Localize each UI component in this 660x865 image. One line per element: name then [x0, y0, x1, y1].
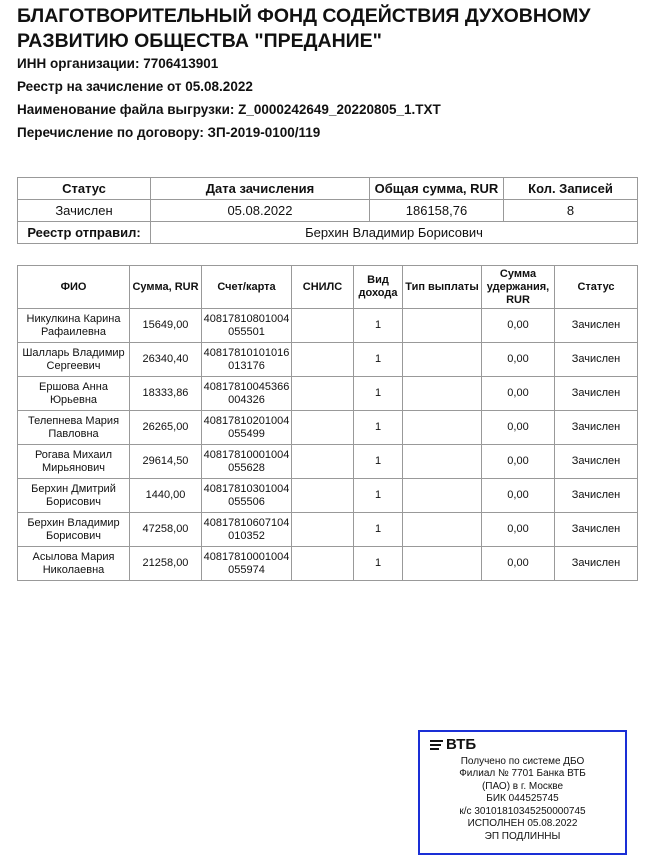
- column-header: Тип выплаты: [403, 266, 482, 309]
- bank-stamp: [418, 730, 627, 855]
- table-row: [18, 547, 638, 581]
- table-row: [18, 513, 638, 547]
- organization-title: БЛАГОТВОРИТЕЛЬНЫЙ ФОНД СОДЕЙСТВИЯ ДУХОВНОМУ РАЗВИТИЮ ОБЩЕСТВА "ПРЕДАНИЕ": [17, 5, 591, 52]
- snils-cell: [292, 513, 354, 547]
- snils-cell: [292, 445, 354, 479]
- summary-total: 186158,76: [370, 200, 504, 222]
- deduction-cell: 0,00: [482, 377, 555, 411]
- stamp-line: к/с 30101810345250000745: [459, 805, 586, 817]
- registry-date: Реестр на зачисление от 05.08.2022: [17, 79, 253, 94]
- stamp-line: ИСПОЛНЕН 05.08.2022: [467, 818, 578, 829]
- summary-header: Дата зачисления: [151, 178, 370, 200]
- table-row: [18, 445, 638, 479]
- amount-cell: 26340,40: [130, 343, 202, 377]
- file-name: Наименование файла выгрузки: Z_0000242649_20220805_1.TXT: [17, 102, 441, 117]
- income-type-cell: 1: [354, 309, 403, 343]
- stamp-line: ЭП ПОДЛИННЫ: [484, 830, 561, 842]
- amount-cell: 1440,00: [130, 479, 202, 513]
- account-cell: 40817810301004055506: [202, 479, 292, 513]
- payment-type-cell: [403, 411, 482, 445]
- summary-count: 8: [504, 200, 638, 222]
- payment-type-cell: [403, 513, 482, 547]
- column-header: СНИЛС: [292, 266, 354, 309]
- full-name-cell: Рогава Михаил Мирьянович: [18, 445, 130, 479]
- full-name-cell: Шалларь Владимир Сергеевич: [18, 343, 130, 377]
- account-cell: 40817810101016013176: [202, 343, 292, 377]
- snils-cell: [292, 547, 354, 581]
- full-name-cell: Телепнева Мария Павловна: [18, 411, 130, 445]
- snils-cell: [292, 309, 354, 343]
- deduction-cell: 0,00: [482, 445, 555, 479]
- amount-cell: 26265,00: [130, 411, 202, 445]
- income-type-cell: 1: [354, 377, 403, 411]
- table-row: [18, 479, 638, 513]
- column-header: Счет/карта: [202, 266, 292, 309]
- amount-cell: 15649,00: [130, 309, 202, 343]
- status-cell: Зачислен: [555, 479, 638, 513]
- amount-cell: 47258,00: [130, 513, 202, 547]
- vtb-logo-icon: [430, 740, 443, 750]
- full-name-cell: Ершова Анна Юрьевна: [18, 377, 130, 411]
- income-type-cell: 1: [354, 547, 403, 581]
- column-header: Статус: [555, 266, 638, 309]
- deduction-cell: 0,00: [482, 309, 555, 343]
- account-cell: 40817810001004055974: [202, 547, 292, 581]
- full-name-cell: Берхин Владимир Борисович: [18, 513, 130, 547]
- account-cell: 40817810045366004326: [202, 377, 292, 411]
- deduction-cell: 0,00: [482, 547, 555, 581]
- payment-type-cell: [403, 479, 482, 513]
- account-cell: 40817810201004055499: [202, 411, 292, 445]
- account-cell: 40817810001004055628: [202, 445, 292, 479]
- amount-cell: 21258,00: [130, 547, 202, 581]
- status-cell: Зачислен: [555, 547, 638, 581]
- column-header: Вид дохода: [354, 266, 403, 309]
- income-type-cell: 1: [354, 445, 403, 479]
- summary-header: Общая сумма, RUR: [370, 178, 504, 200]
- sender-name: Берхин Владимир Борисович: [151, 222, 638, 244]
- summary-status: Зачислен: [18, 200, 151, 222]
- snils-cell: [292, 343, 354, 377]
- status-cell: Зачислен: [555, 343, 638, 377]
- status-cell: Зачислен: [555, 445, 638, 479]
- income-type-cell: 1: [354, 411, 403, 445]
- snils-cell: [292, 377, 354, 411]
- snils-cell: [292, 411, 354, 445]
- inn: ИНН организации: 7706413901: [17, 56, 219, 71]
- payment-type-cell: [403, 547, 482, 581]
- account-cell: 40817810801004055501: [202, 309, 292, 343]
- summary-header: Кол. Записей: [504, 178, 638, 200]
- full-name-cell: Берхин Дмитрий Борисович: [18, 479, 130, 513]
- column-header: Сумма удержания, RUR: [482, 266, 555, 309]
- column-header: ФИО: [18, 266, 130, 309]
- status-cell: Зачислен: [555, 411, 638, 445]
- income-type-cell: 1: [354, 513, 403, 547]
- column-header: Сумма, RUR: [130, 266, 202, 309]
- summary-table: [17, 177, 638, 244]
- payment-type-cell: [403, 377, 482, 411]
- status-cell: Зачислен: [555, 513, 638, 547]
- stamp-line: (ПАО) в г. Москве: [481, 780, 564, 792]
- sender-label: Реестр отправил:: [18, 222, 151, 244]
- summary-date: 05.08.2022: [151, 200, 370, 222]
- table-row: [18, 377, 638, 411]
- payment-type-cell: [403, 343, 482, 377]
- deduction-cell: 0,00: [482, 343, 555, 377]
- summary-header: Статус: [18, 178, 151, 200]
- table-row: [18, 309, 638, 343]
- vtb-logo: [430, 736, 625, 753]
- account-cell: 40817810607104010352: [202, 513, 292, 547]
- stamp-line: Получено по системе ДБО: [460, 755, 585, 767]
- status-cell: Зачислен: [555, 377, 638, 411]
- table-row: [18, 411, 638, 445]
- table-row: [18, 343, 638, 377]
- full-name-cell: Асылова Мария Николаевна: [18, 547, 130, 581]
- deduction-cell: 0,00: [482, 479, 555, 513]
- contract: Перечисление по договору: ЗП-2019-0100/119: [17, 125, 321, 140]
- payment-type-cell: [403, 309, 482, 343]
- deduction-cell: 0,00: [482, 411, 555, 445]
- full-name-cell: Никулкина Карина Рафаилевна: [18, 309, 130, 343]
- income-type-cell: 1: [354, 479, 403, 513]
- payment-type-cell: [403, 445, 482, 479]
- stamp-line: БИК 044525745: [486, 793, 559, 804]
- registry-table: [17, 265, 638, 581]
- amount-cell: 29614,50: [130, 445, 202, 479]
- vtb-logo-text: ВТБ: [446, 736, 477, 753]
- snils-cell: [292, 479, 354, 513]
- status-cell: Зачислен: [555, 309, 638, 343]
- amount-cell: 18333,86: [130, 377, 202, 411]
- deduction-cell: 0,00: [482, 513, 555, 547]
- income-type-cell: 1: [354, 343, 403, 377]
- stamp-line: Филиал № 7701 Банка ВТБ: [459, 768, 586, 779]
